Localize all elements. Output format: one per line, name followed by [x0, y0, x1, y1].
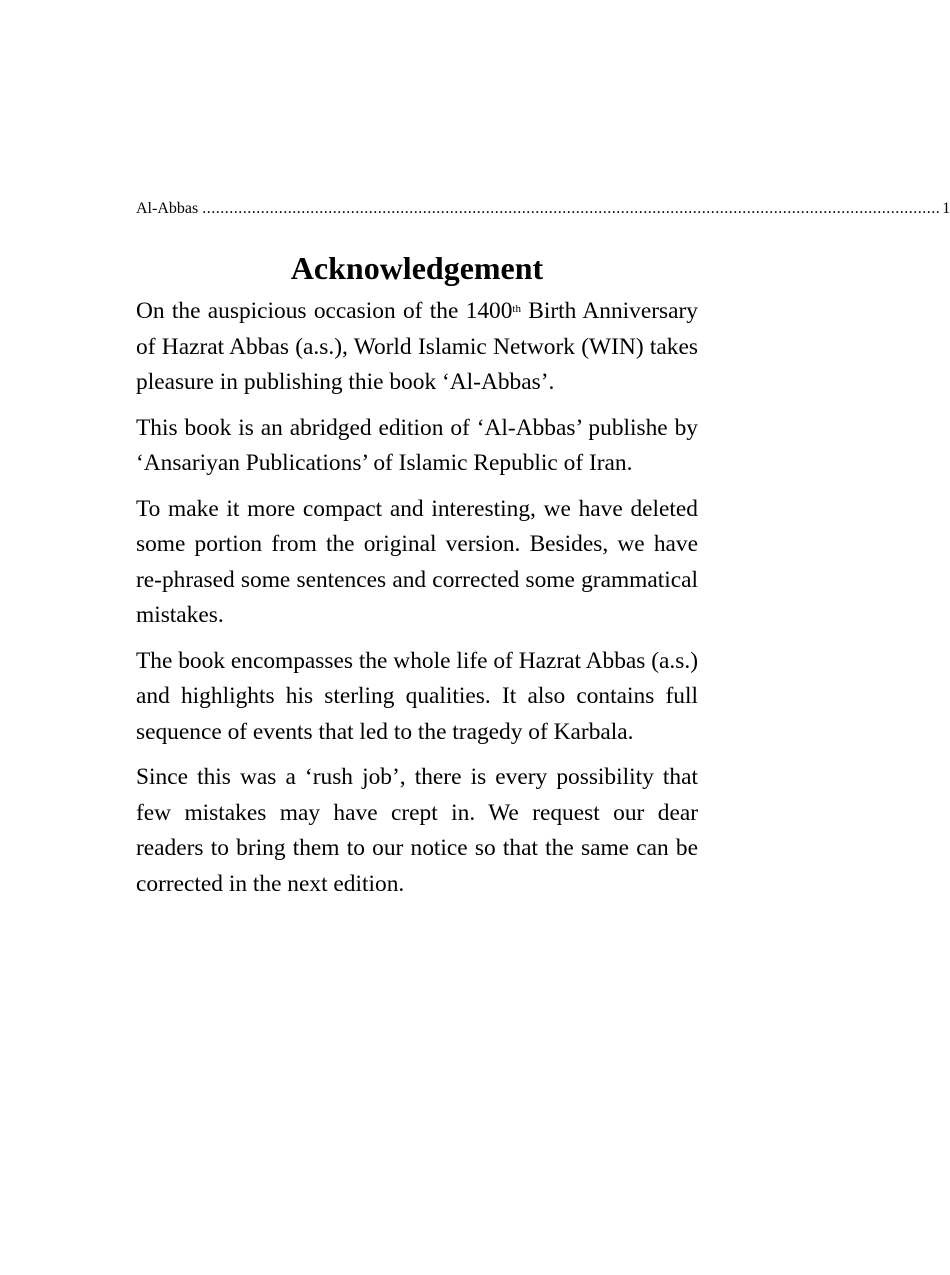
ordinal-superscript: th [512, 303, 521, 315]
running-title: Al-Abbas [136, 200, 199, 217]
dot-leader: .................................................................................................................................................................... [202, 200, 941, 217]
page-heading: Acknowledgement [290, 250, 544, 286]
paragraph-1-text-start: On the auspicious occasion of the 1400 [136, 298, 513, 324]
paragraph-5: Since this was a ‘rush job’, there is every possibility that few mistakes may have crept in. We request our dear readers to bring them to our notice so that the same can be corrected in the next edition. [136, 764, 698, 897]
paragraph-4: The book encompasses the whole life of Hazrat Abbas (a.s.) and highlights his sterling qualities. It also contains full sequence of events that led to the tragedy of Karbala. [136, 647, 698, 745]
paragraph-3: To make it more compact and interesting, we have deleted some portion from the original version. Besides, we have re-phrased some sentences and corrected some grammatical mistakes. [136, 495, 698, 628]
paragraph-2: This book is an abridged edition of ‘Al-Abbas’ publishe by ‘Ansariyan Publications’ of Islamic Republic of Iran. [136, 414, 698, 476]
paragraph-1 [136, 294, 698, 401]
running-header [136, 196, 950, 222]
paragraph-1-text-end: Birth Anniversary of Hazrat Abbas (a.s.), World Islamic Network (WIN) takes pleasure in publishing thie book ‘Al-Abbas’. [136, 298, 699, 395]
page-number: 1 [942, 200, 950, 217]
document-page [136, 196, 950, 912]
